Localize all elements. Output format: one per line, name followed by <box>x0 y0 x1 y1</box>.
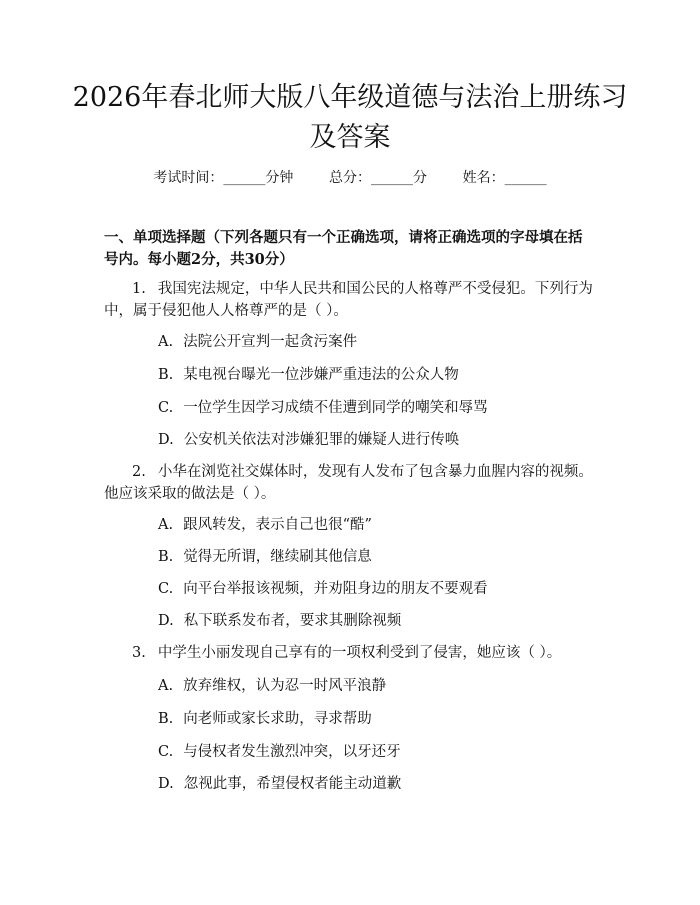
answer-option <box>158 773 598 795</box>
answer-option <box>158 514 598 536</box>
option-text: 某电视台曝光一位涉嫌严重违法的公众人物 <box>183 367 459 383</box>
question-stem <box>104 278 594 322</box>
option-letter: A. <box>158 678 174 694</box>
option-text: 向老师或家长求助，寻求帮助 <box>183 711 372 727</box>
total-score-field: 总分：______分 <box>329 170 427 186</box>
question-number: 2. <box>132 464 146 480</box>
option-text: 法院公开宣判一起贪污案件 <box>183 334 358 350</box>
question-number: 1. <box>132 281 146 297</box>
answer-option <box>158 331 598 353</box>
question-text: 我国宪法规定，中华人民共和国公民的人格尊严不受侵犯。下列行为中，属于侵犯他人人格尊严的是（ ）。 <box>104 281 593 319</box>
option-text: 与侵权者发生激烈冲突，以牙还牙 <box>183 744 401 760</box>
document-title: 2026年春北师大版八年级道德与法治上册练习及答案 <box>72 82 628 153</box>
option-letter: C. <box>158 744 174 760</box>
answer-option <box>158 546 598 568</box>
section-heading: 一、单项选择题（下列各题只有一个正确选项，请将正确选项的字母填在括号内。每小题2分，共30分） <box>104 229 583 268</box>
option-text: 放弃维权，认为忍一时风平浪静 <box>183 678 387 694</box>
exam-meta-line <box>0 168 700 188</box>
option-letter: D. <box>158 613 174 629</box>
option-letter: B. <box>158 549 174 565</box>
option-text: 私下联系发布者，要求其删除视频 <box>183 613 402 629</box>
option-text: 忽视此事，希望侵权者能主动道歉 <box>183 776 402 792</box>
answer-option <box>158 708 598 730</box>
question-stem <box>104 461 594 505</box>
answer-option <box>158 741 598 763</box>
option-letter: A. <box>158 517 174 533</box>
option-letter: A. <box>158 334 174 350</box>
question-number: 3. <box>132 645 146 661</box>
option-letter: C. <box>158 400 174 416</box>
option-text: 公安机关依法对涉嫌犯罪的嫌疑人进行传唤 <box>183 432 460 448</box>
name-field: 姓名：______ <box>462 170 547 186</box>
answer-option <box>158 364 598 386</box>
question-text: 小华在浏览社交媒体时，发现有人发布了包含暴力血腥内容的视频。他应该采取的做法是（ ）。 <box>104 464 593 502</box>
answer-option <box>158 578 598 600</box>
question-stem <box>104 642 594 664</box>
option-letter: B. <box>158 711 174 727</box>
option-text: 觉得无所谓，继续刷其他信息 <box>183 549 372 565</box>
answer-option <box>158 429 598 451</box>
answer-option <box>158 397 598 419</box>
option-text: 一位学生因学习成绩不佳遭到同学的嘲笑和辱骂 <box>183 400 488 416</box>
answer-option <box>158 675 598 697</box>
option-text: 向平台举报该视频，并劝阻身边的朋友不要观看 <box>183 581 488 597</box>
option-text: 跟风转发，表示自己也很“酷” <box>183 517 372 533</box>
option-letter: D. <box>158 776 174 792</box>
option-letter: D. <box>158 432 174 448</box>
option-letter: C. <box>158 581 174 597</box>
question-text: 中学生小丽发现自己享有的一项权利受到了侵害，她应该（ ）。 <box>157 645 562 661</box>
answer-option <box>158 610 598 632</box>
option-letter: B. <box>158 367 174 383</box>
exam-time-field: 考试时间：______分钟 <box>153 170 294 186</box>
